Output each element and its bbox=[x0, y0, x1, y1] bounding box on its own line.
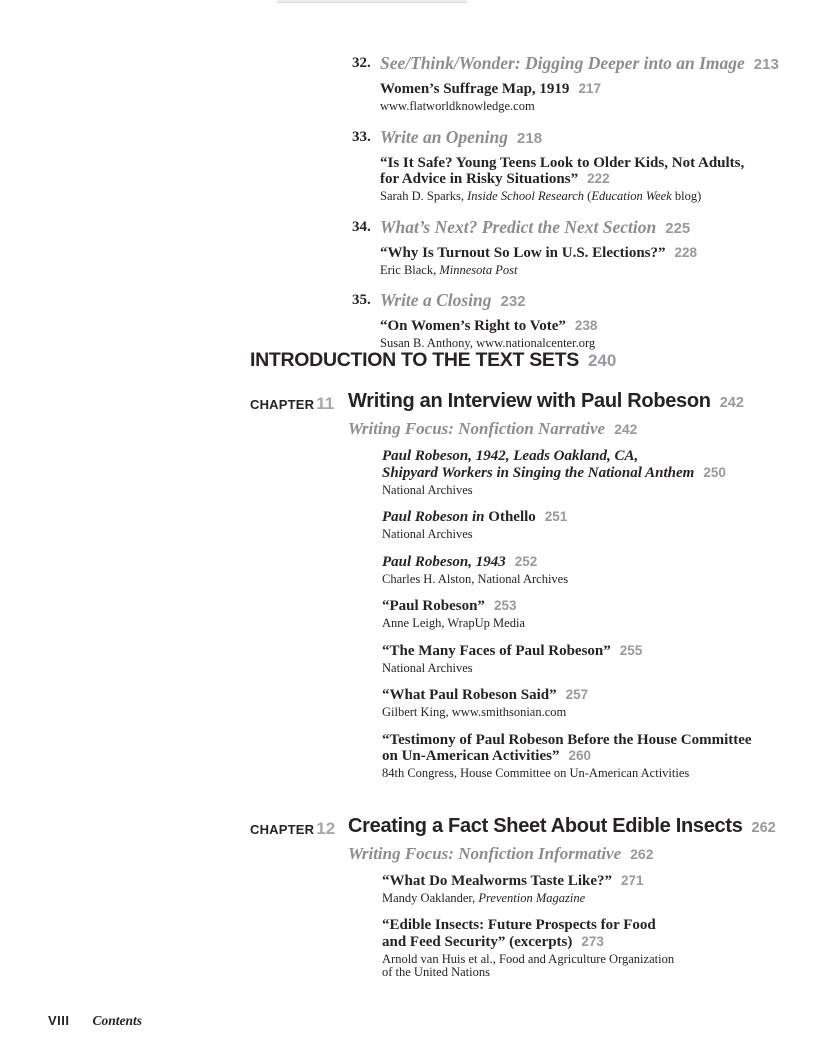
page-number: 262 bbox=[630, 845, 654, 862]
reading-entry bbox=[380, 155, 792, 204]
chapter-label-column bbox=[250, 390, 348, 793]
page-number: 218 bbox=[517, 129, 543, 147]
reading-attribution: National Archives bbox=[382, 660, 473, 675]
reading-title: “What Paul Robeson Said” 257 bbox=[382, 687, 589, 703]
reading-attribution: Mandy Oaklander, Prevention Magazine bbox=[382, 890, 586, 905]
reading-attribution: National Archives bbox=[382, 527, 473, 541]
page-number: 242 bbox=[614, 421, 638, 437]
chapter-label: CHAPTER bbox=[250, 397, 315, 412]
reading-entry bbox=[380, 81, 792, 114]
reading-entry bbox=[382, 554, 810, 587]
reading-attribution: Susan B. Anthony, www.nationalcenter.org bbox=[380, 336, 596, 350]
reading-title: “The Many Faces of Paul Robeson” 255 bbox=[382, 642, 643, 659]
reading-title: “What Do Mealworms Taste Like?” 271 bbox=[382, 872, 644, 889]
page-footer bbox=[48, 1012, 142, 1030]
reading-title: “Paul Robeson” 253 bbox=[382, 598, 517, 614]
chapter-number: 11 bbox=[316, 394, 335, 413]
page-edge-tab bbox=[277, 0, 467, 3]
reading-entry bbox=[382, 917, 810, 980]
reading-attribution: National Archives bbox=[382, 482, 473, 497]
page-number: 222 bbox=[587, 171, 610, 186]
reading-title: “Testimony of Paul Robeson Before the House Committee on Un-American Activities” 260 bbox=[382, 731, 752, 764]
page-number: 251 bbox=[544, 509, 568, 524]
reading-entry bbox=[382, 732, 810, 781]
strategy-number: 33. bbox=[352, 128, 371, 145]
chapter-number: 12 bbox=[316, 818, 336, 838]
page-number: 213 bbox=[753, 56, 779, 73]
writing-focus: Writing Focus: Nonfiction Informative bbox=[348, 843, 622, 863]
strategy-title: Write a Closing 232 bbox=[380, 290, 526, 310]
reading-entry bbox=[382, 448, 810, 497]
reading-title: “On Women’s Right to Vote” 238 bbox=[380, 318, 598, 334]
reading-title: “Why Is Turnout So Low in U.S. Elections?” 228 bbox=[380, 244, 698, 261]
reading-attribution: Gilbert King, www.smithsonian.com bbox=[382, 705, 567, 719]
page-number: 273 bbox=[581, 933, 604, 949]
page-number: 242 bbox=[719, 395, 744, 411]
reading-entry bbox=[380, 318, 792, 351]
reading-title: Paul Robeson in Othello 251 bbox=[382, 509, 568, 525]
reading-entry bbox=[382, 643, 810, 676]
strategy-number: 35. bbox=[352, 292, 371, 308]
reading-entry bbox=[382, 598, 810, 631]
page-number: 238 bbox=[574, 318, 598, 333]
page-number: 217 bbox=[578, 81, 601, 96]
reading-entry bbox=[382, 687, 810, 720]
chapter-readings bbox=[348, 873, 810, 980]
reading-entry bbox=[382, 509, 810, 542]
reading-title: Paul Robeson, 1943 252 bbox=[382, 553, 538, 570]
chapter-entry bbox=[250, 390, 810, 793]
page-number: 225 bbox=[665, 219, 691, 237]
page-number: 232 bbox=[500, 293, 526, 310]
footer-label: Contents bbox=[92, 1013, 143, 1028]
strategy-title: See/Think/Wonder: Digging Deeper into an Image 213 bbox=[380, 53, 779, 73]
strategy-number: 34. bbox=[352, 218, 371, 235]
page-number: 260 bbox=[568, 748, 592, 763]
writing-focus-line bbox=[348, 419, 810, 439]
page-number: 271 bbox=[621, 872, 644, 888]
reading-title: “Is It Safe? Young Teens Look to Older Kids, Not Adults, for Advice in Risky Situations” 222 bbox=[380, 154, 745, 187]
page-number: 255 bbox=[619, 642, 643, 658]
chapter-label-column bbox=[250, 815, 348, 992]
toc-strategy-item bbox=[352, 217, 792, 278]
reading-attribution: Charles H. Alston, National Archives bbox=[382, 571, 569, 586]
chapter-title-line bbox=[348, 390, 810, 413]
text-sets-section bbox=[250, 349, 810, 1014]
intro-heading: INTRODUCTION TO THE TEXT SETS bbox=[250, 349, 579, 371]
toc-strategy-item bbox=[352, 53, 792, 114]
reading-title: Paul Robeson, 1942, Leads Oakland, CA, Shipyard Workers in Singing the National Anthem 250 bbox=[382, 448, 726, 481]
chapter-label: CHAPTER bbox=[250, 821, 315, 837]
writing-focus: Writing Focus: Nonfiction Narrative bbox=[348, 419, 606, 438]
reading-entry bbox=[382, 873, 810, 906]
reading-attribution: Arnold van Huis et al., Food and Agriculture Organization of the United Nations bbox=[382, 951, 675, 979]
reading-title: Women’s Suffrage Map, 1919 217 bbox=[380, 81, 601, 97]
reading-attribution: Eric Black, Minnesota Post bbox=[380, 262, 518, 277]
reading-attribution: 84th Congress, House Committee on Un-American Activities bbox=[382, 766, 690, 780]
page-number: 257 bbox=[565, 687, 589, 702]
reading-title: “Edible Insects: Future Prospects for Food and Feed Security” (excerpts) 273 bbox=[382, 917, 656, 950]
chapter-readings bbox=[348, 448, 810, 781]
page-number: 228 bbox=[674, 244, 698, 260]
strategy-list bbox=[352, 53, 792, 364]
page-number: 250 bbox=[703, 464, 726, 480]
page-number: 262 bbox=[751, 819, 776, 836]
writing-focus-line bbox=[348, 844, 810, 864]
page-number: 253 bbox=[493, 598, 517, 613]
page-number: 240 bbox=[587, 351, 617, 370]
toc-strategy-item bbox=[352, 290, 792, 351]
chapter-title: Writing an Interview with Paul Robeson bbox=[348, 390, 711, 412]
reading-attribution: Sarah D. Sparks, Inside School Research (Education Week blog) bbox=[380, 189, 702, 203]
toc-strategy-item bbox=[352, 127, 792, 204]
page-number: 252 bbox=[514, 553, 538, 569]
intro-heading-line bbox=[250, 349, 810, 372]
footer-page-number: VIII bbox=[48, 1013, 70, 1028]
reading-attribution: Anne Leigh, WrapUp Media bbox=[382, 616, 525, 630]
chapter-title: Creating a Fact Sheet About Edible Insects bbox=[348, 814, 743, 837]
strategy-title: Write an Opening 218 bbox=[380, 126, 543, 147]
chapter-title-line bbox=[348, 815, 810, 838]
reading-attribution: www.flatworldknowledge.com bbox=[380, 99, 535, 113]
strategy-number: 32. bbox=[352, 55, 371, 71]
reading-entry bbox=[380, 245, 792, 278]
chapter-entry bbox=[250, 815, 810, 992]
strategy-title: What’s Next? Predict the Next Section 225 bbox=[380, 216, 691, 237]
